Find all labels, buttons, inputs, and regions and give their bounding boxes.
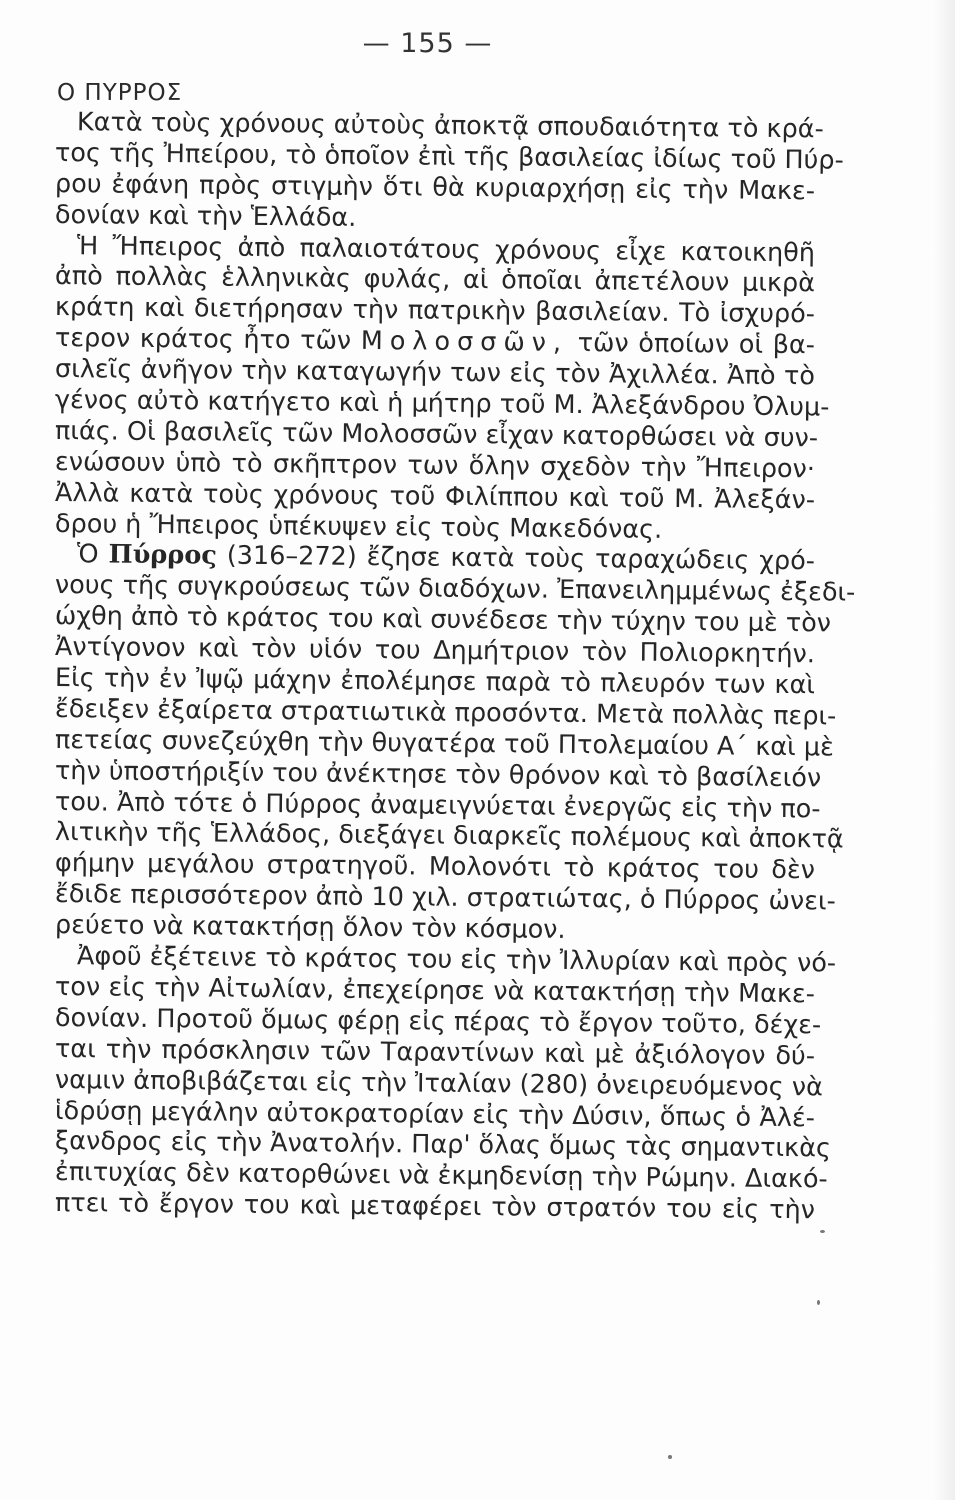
text-line: ἀπὸ πολλὰς ἑλληνικὰς φυλάς, αἱ ὁποῖαι ἀπετέλουν μικρὰ [54, 261, 816, 299]
text-line: Κατὰ τοὺς χρόνους αὐτοὺς ἀποκτᾷ σπουδαιότητα τὸ κρά- [76, 107, 824, 145]
text-line: νους τῆς συγκρούσεως τῶν διαδόχων. Ἐπανειλημμένως ἐξεδι- [54, 570, 856, 609]
text-line: ἱδρύσῃ μεγάλην αὐτοκρατορίαν εἰς τὴν Δύσιν, ὅπως ὁ Ἀλέ- [54, 1095, 816, 1133]
body-text [54, 107, 856, 1226]
text-line: ναμιν ἀποβιβάζεται εἰς τὴν Ἰταλίαν (280) ὀνειρευόμενος νὰ [54, 1064, 823, 1102]
chapter-title: Ο ΠΥΡΡΟΣ [57, 80, 183, 106]
bold-name-pyrrhus: Πύρρος [108, 539, 217, 572]
text-line: σιλεῖς ἀνῆγον τὴν καταγωγήν των εἰς τὸν Ἀχιλλέα. Ἀπὸ τὸ [54, 354, 816, 392]
text-segment: τῶν ὁποίων οἱ βα- [577, 328, 816, 361]
text-segment: (316–272) ἔζησε κατὰ τοὺς ταραχώδεις χρό- [226, 541, 816, 577]
text-line: Εἰς τὴν ἐν Ἰψῷ μάχην ἐπολέμησε παρὰ τὸ πλευρόν των καὶ [54, 663, 816, 701]
text-line: λιτικὴν τῆς Ἑλλάδος, διεξάγει διαρκεῖς πολέμους καὶ ἀποκτᾷ [54, 817, 844, 856]
text-line: του. Ἀπὸ τότε ὁ Πύρρος ἀναμειγνύεται ἐνεργῶς εἰς τὴν πο- [54, 786, 821, 824]
text-line: Ἀντίγονον καὶ τὸν υἱόν του Δημήτριον τὸν Πολιορκητήν. [54, 632, 816, 670]
page-edge-shadow [933, 0, 955, 1500]
text-line: τὴν ὑποστήριξίν του ἀνέκτησε τὸν θρόνον καὶ τὸ βασίλειόν [54, 755, 822, 794]
page-number: — 155 — [362, 28, 493, 59]
text-line: δονίαν. Προτοῦ ὅμως φέρῃ εἰς πέρας τὸ ἔργον τοῦτο, δέχε- [54, 1002, 822, 1041]
text-line: Ἡ Ἤπειρος ἀπὸ παλαιοτάτους χρόνους εἶχε κατοικηθῆ [76, 230, 816, 268]
text-line: ἔδιδε περισσότερον ἀπὸ 10 χιλ. στρατιώτας, ὁ Πύρρος ὠνει- [54, 879, 836, 917]
text-line: γένος αὐτὸ κατήγετο καὶ ἡ μήτηρ τοῦ Μ. Ἀλεξάνδρου Ὀλυμ- [54, 385, 830, 423]
text-line: Ἀλλὰ κατὰ τοὺς χρόνους τοῦ Φιλίππου καὶ τοῦ Μ. Ἀλεξάν- [54, 477, 816, 515]
text-line: πιάς. Οἱ βασιλεῖς τῶν Μολοσσῶν εἶχαν κατορθώσει νὰ συν- [54, 415, 819, 454]
text-line: ξανδρος εἰς τὴν Ἀνατολήν. Παρ' ὅλας ὅμως τὰς σημαντικὰς [54, 1126, 832, 1164]
text-line: ρεύετο νὰ κατακτήσῃ ὅλον τὸν κόσμον. [54, 910, 566, 946]
paper-speck [668, 1455, 672, 1459]
text-segment: τερον κράτος ἦτο τῶν [54, 323, 352, 357]
text-line: ρου ἐφάνη πρὸς στιγμὴν ὅτι θὰ κυριαρχήσῃ εἰς τὴν Μακε- [54, 168, 816, 207]
text-line: ἐπιτυχίας δὲν κατορθώνει νὰ ἐκμηδενίσῃ τὴν Ρώμην. Διακό- [54, 1157, 828, 1195]
text-line: ἔδειξεν ἐξαίρετα στρατιωτικὰ προσόντα. Μετὰ πολλὰς περι- [54, 693, 837, 732]
text-line: δονίαν καὶ τὴν Ἑλλάδα. [54, 199, 357, 233]
text-line: δρου ἡ Ἤπειρος ὑπέκυψεν εἰς τοὺς Μακεδόνας. [54, 508, 663, 545]
text-line: φήμην μεγάλου στρατηγοῦ. Μολονότι τὸ κράτος του δὲν [54, 848, 816, 886]
text-segment: Ὁ [76, 539, 99, 570]
paper-speck [817, 1300, 820, 1305]
text-line: πετείας συνεζεύχθη τὴν θυγατέρα τοῦ Πτολεμαίου Α΄ καὶ μὲ [54, 724, 835, 763]
text-line: κράτη καὶ διετήρησαν τὴν πατρικὴν βασιλείαν. Τὸ ἰσχυρό- [54, 292, 816, 330]
text-line: Ἀφοῦ ἐξέτεινε τὸ κράτος του εἰς τὴν Ἰλλυρίαν καὶ πρὸς νό- [76, 941, 837, 979]
text-line: πτει τὸ ἔργον του καὶ μεταφέρει τὸν στρατόν του εἰς τὴν [54, 1188, 816, 1226]
text-line: ενώσουν ὑπὸ τὸ σκῆπτρον των ὅλην σχεδὸν τὴν Ἤπειρον· [54, 446, 816, 485]
text-line: τος τῆς Ἠπείρου, τὸ ὁποῖον ἐπὶ τῆς βασιλείας ἰδίως τοῦ Πύρ- [54, 137, 844, 176]
paper-speck [820, 1230, 825, 1233]
text-line: τον εἰς τὴν Αἰτωλίαν, ἐπεχείρησε νὰ κατακτήσῃ τὴν Μακε- [54, 971, 816, 1010]
text-line: ώχθη ἀπὸ τὸ κράτος του καὶ συνέδεσε τὴν τύχην του μὲ τὸν [54, 601, 832, 639]
text-line: ται τὴν πρόσκλησιν τῶν Ταραντίνων καὶ μὲ ἀξιόλογον δύ- [54, 1033, 816, 1072]
spaced-name-molossoi: Μολοσσῶν, [360, 326, 569, 359]
